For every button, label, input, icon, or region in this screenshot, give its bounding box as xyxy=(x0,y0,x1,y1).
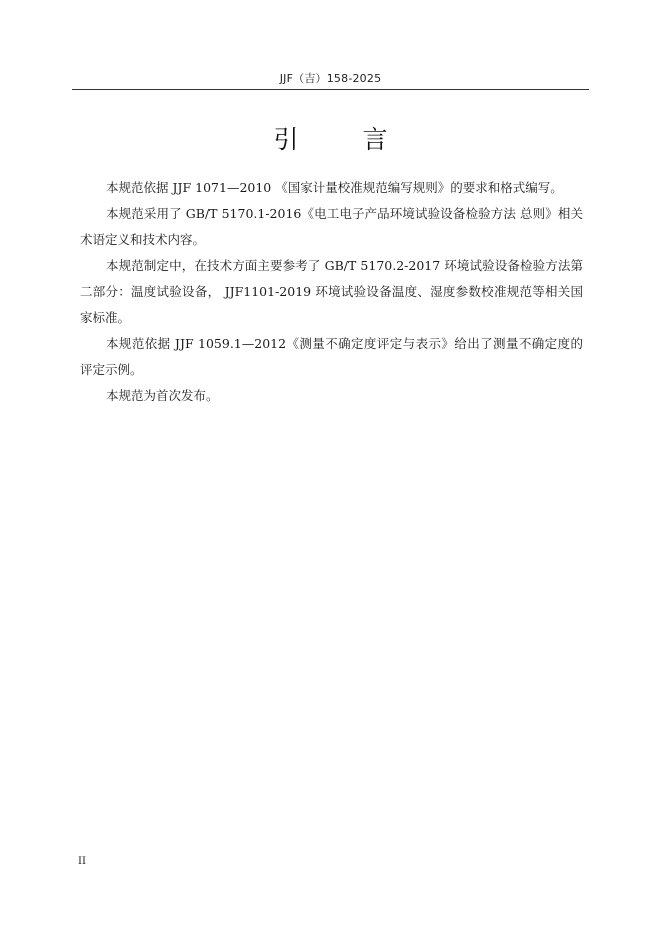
header-divider xyxy=(72,89,589,90)
paragraph-basis: 本规范依据 JJF 1071—2010 《国家计量校准规范编写规则》的要求和格式编写。 xyxy=(106,180,563,195)
paragraph-references: 本规范制定中，在技术方面主要参考了 GB/T 5170.2-2017 环境试验设备检验方法第二部分：温度试验设备， JJF1101-2019 环境试验设备温度、湿度参数校准规范等相关国家标准。 xyxy=(80,258,583,325)
paragraph-adopted-standard: 本规范采用了 GB/T 5170.1-2016《电工电子产品环境试验设备检验方法 总则》相关术语定义和技术内容。 xyxy=(80,206,583,247)
page-number: II xyxy=(78,856,86,867)
document-body xyxy=(80,175,583,409)
paragraph-uncertainty: 本规范依据 JJF 1059.1—2012《测量不确定度评定与表示》给出了测量不确定度的评定示例。 xyxy=(80,336,583,377)
page-header-standard-code: JJF（吉）158-2025 xyxy=(279,72,382,85)
page-title: 引 言 xyxy=(273,125,416,154)
paragraph-first-release: 本规范为首次发布。 xyxy=(106,388,219,403)
